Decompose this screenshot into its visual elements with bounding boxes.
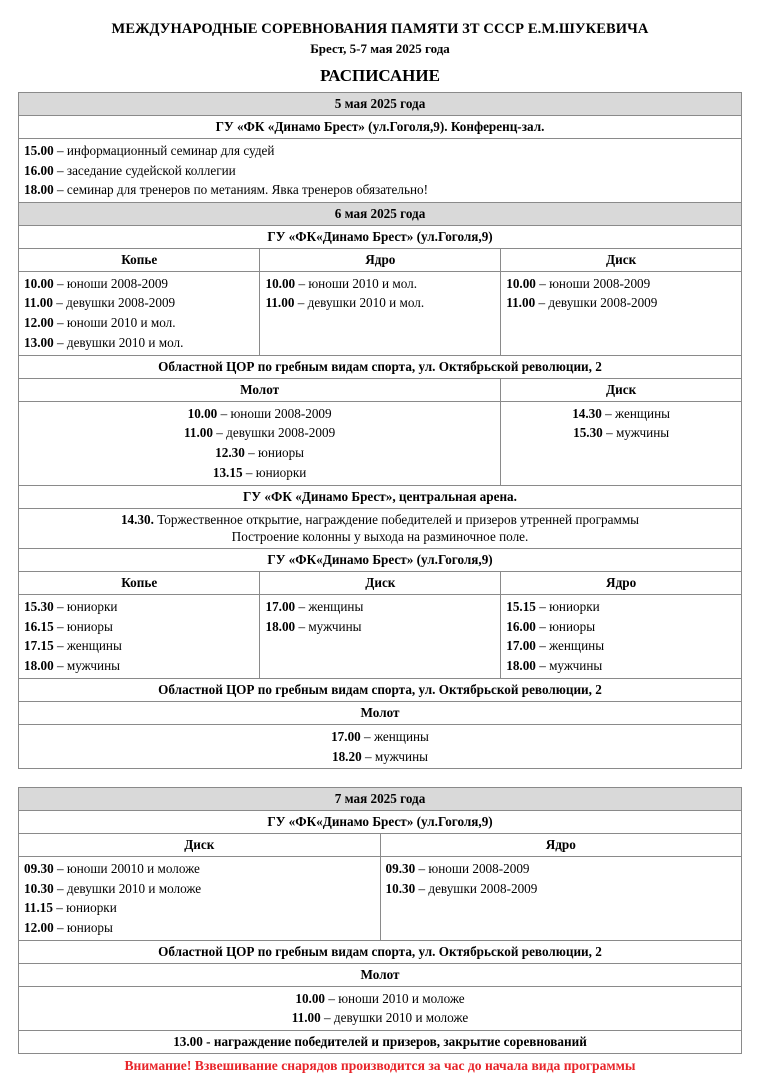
- day-bar-may5: 5 мая 2025 года: [19, 93, 742, 116]
- table-row: [19, 833, 742, 856]
- item-time: 12.00: [24, 315, 54, 331]
- item-time: 10.00: [265, 275, 296, 291]
- ceremony-time: 14.30.: [120, 511, 154, 527]
- venue-label: ГУ «ФК «Динамо Брест», центральная арена.: [19, 485, 742, 508]
- item-time: 13.00: [24, 335, 54, 351]
- event-header-disk: Диск: [260, 572, 501, 595]
- list-item: [24, 727, 736, 747]
- item-time: 10.30: [24, 880, 54, 896]
- event-col-kopye: [19, 594, 260, 678]
- table-row: [19, 138, 742, 202]
- event-col-molot: [19, 724, 742, 769]
- list-item: [24, 161, 736, 181]
- item-time: 17.15: [24, 638, 54, 654]
- event-header-disk: Диск: [501, 248, 742, 271]
- event-header-molot: Молот: [19, 701, 742, 724]
- item-text: – девушки 2008-2009: [415, 880, 538, 896]
- item-time: 15.30: [24, 598, 54, 614]
- item-text: – женщины: [295, 598, 364, 614]
- table-row: [19, 724, 742, 769]
- item-time: 10.00: [24, 275, 54, 291]
- list-item: [506, 636, 736, 656]
- item-text: – девушки 2010 и моложе: [320, 1010, 469, 1026]
- event-header-kopye: Копье: [19, 572, 260, 595]
- item-time: 13.15: [212, 464, 243, 480]
- event-col-molot: [19, 986, 742, 1031]
- table-row: [19, 941, 742, 964]
- table-row: [19, 115, 742, 138]
- item-text: – девушки 2010 и моложе: [53, 880, 202, 896]
- table-row: [19, 856, 742, 940]
- item-text: – информационный семинар для судей: [53, 142, 275, 158]
- list-item: [265, 293, 495, 313]
- item-text: – юниоры: [53, 618, 113, 634]
- item-text: – юниорки: [242, 464, 307, 480]
- list-item: [24, 313, 254, 333]
- list-item: [24, 636, 254, 656]
- list-item: [506, 423, 736, 443]
- item-text: – девушки 2008-2009: [52, 295, 176, 311]
- table-row: [19, 485, 742, 508]
- item-time: 18.20: [331, 748, 362, 764]
- table-row: [19, 811, 742, 834]
- event-col-yadro: [501, 594, 742, 678]
- venue-label: Областной ЦОР по гребным видам спорта, ул. Октябрьской революции, 2: [19, 355, 742, 378]
- event-col-yadro: [380, 856, 742, 940]
- list-item: [24, 989, 736, 1009]
- schedule-table-day1-day2: [18, 92, 742, 769]
- item-time: 14.30: [572, 405, 602, 421]
- venue-label: Областной ЦОР по гребным видам спорта, ул. Октябрьской революции, 2: [19, 941, 742, 964]
- item-text: – юноши 2010 и моложе: [325, 990, 465, 1006]
- item-time: 09.30: [24, 860, 54, 876]
- item-text: – юниоры: [244, 445, 305, 461]
- table-row: [19, 986, 742, 1031]
- venue-label: ГУ «ФК«Динамо Брест» (ул.Гоголя,9): [19, 549, 742, 572]
- table-row: [19, 701, 742, 724]
- table-row: [19, 248, 742, 271]
- item-time: 18.00: [24, 182, 54, 198]
- event-col-disk: [501, 271, 742, 355]
- list-item: [24, 141, 736, 161]
- list-item: [24, 617, 254, 637]
- table-row: [19, 788, 742, 811]
- table-row: [19, 572, 742, 595]
- venue-label: ГУ «ФК «Динамо Брест» (ул.Гоголя,9). Конференц-зал.: [19, 115, 742, 138]
- item-text: – мужчины: [295, 618, 362, 634]
- item-time: 18.00: [265, 618, 296, 634]
- list-item: [24, 918, 375, 938]
- ceremony-text: Торжественное открытие, награждение победителей и призеров утренней программы: [153, 511, 640, 527]
- item-time: 17.00: [331, 728, 361, 744]
- item-text: – женщины: [535, 638, 605, 654]
- list-item: [386, 879, 737, 899]
- table-row: [19, 226, 742, 249]
- item-text: – юниоры: [53, 920, 113, 936]
- event-col-disk: [19, 856, 381, 940]
- event-col-molot: [19, 401, 501, 485]
- item-text: – юноши 2010 и мол.: [295, 275, 418, 291]
- item-text: – девушки 2010 и мол.: [294, 295, 425, 311]
- item-time: 10.00: [295, 990, 326, 1006]
- list-item: [386, 859, 737, 879]
- item-text: – юноши 2008-2009: [217, 405, 332, 421]
- table-row: [19, 378, 742, 401]
- page-title: МЕЖДУНАРОДНЫЕ СОРЕВНОВАНИЯ ПАМЯТИ ЗТ СССР Е.М.ШУКЕВИЧА: [111, 21, 649, 37]
- table-row: [19, 401, 742, 485]
- list-item: [24, 404, 495, 424]
- item-text: – девушки 2008-2009: [212, 425, 336, 441]
- event-col-kopye: [19, 271, 260, 355]
- page-subtitle: Брест, 5-7 мая 2025 года: [310, 41, 450, 57]
- list-item: [506, 597, 736, 617]
- table-row: [19, 93, 742, 116]
- list-item: [506, 617, 736, 637]
- list-item: [24, 747, 736, 767]
- item-text: – семинар для тренеров по метаниям. Явка тренеров обязательно!: [53, 182, 429, 198]
- list-item: [24, 274, 254, 294]
- item-text: – девушки 2008-2009: [535, 295, 658, 311]
- list-item: [265, 597, 495, 617]
- day-bar-may7: 7 мая 2025 года: [19, 788, 742, 811]
- item-text: – женщины: [53, 638, 122, 654]
- item-time: 16.00: [506, 618, 536, 634]
- item-time: 11.00: [291, 1010, 321, 1026]
- table-row: [19, 508, 742, 549]
- schedule-heading: РАСПИСАНИЕ: [320, 66, 440, 86]
- day1-items: [19, 138, 742, 202]
- list-item: [24, 423, 495, 443]
- table-row: [19, 203, 742, 226]
- item-text: – мужчины: [535, 658, 603, 674]
- item-text: – юноши 2008-2009: [535, 275, 651, 291]
- list-item: [24, 597, 254, 617]
- list-item: [506, 274, 736, 294]
- event-header-yadro: Ядро: [380, 833, 742, 856]
- event-header-disk: Диск: [19, 833, 381, 856]
- event-header-disk: Диск: [501, 378, 742, 401]
- item-time: 10.30: [385, 880, 416, 896]
- table-row: [19, 1031, 742, 1054]
- table-row: [19, 963, 742, 986]
- ceremony-line: Построение колонны у выхода на разминочное поле.: [231, 529, 529, 545]
- event-col-disk: [260, 594, 501, 678]
- item-time: 10.00: [506, 275, 536, 291]
- item-time: 16.15: [24, 618, 54, 634]
- item-text: – юниорки: [52, 900, 117, 916]
- item-time: 11.15: [24, 900, 53, 916]
- ceremony-block: [19, 508, 742, 549]
- item-text: – юноши 20010 и моложе: [53, 860, 200, 876]
- ceremony-line: [24, 511, 736, 529]
- warning-note: Внимание! Взвешивание снарядов производится за час до начала вида программы: [124, 1058, 636, 1074]
- item-text: – заседание судейской коллегии: [53, 162, 236, 178]
- item-time: 11.00: [265, 295, 295, 311]
- event-header-yadro: Ядро: [501, 572, 742, 595]
- event-header-molot: Молот: [19, 378, 501, 401]
- item-text: – юноши 2010 и мол.: [53, 315, 176, 331]
- event-header-molot: Молот: [19, 963, 742, 986]
- table-row: [19, 679, 742, 702]
- item-time: 11.00: [24, 295, 53, 311]
- list-item: [24, 898, 375, 918]
- event-header-kopye: Копье: [19, 248, 260, 271]
- table-gap: [18, 769, 742, 787]
- list-item: [24, 180, 736, 200]
- item-text: – юниоры: [535, 618, 596, 634]
- award-ceremony-row: 13.00 - награждение победителей и призеров, закрытие соревнований: [19, 1031, 742, 1054]
- event-header-yadro: Ядро: [260, 248, 501, 271]
- schedule-table-day3: [18, 787, 742, 1054]
- list-item: [24, 333, 254, 353]
- list-item: [24, 859, 375, 879]
- item-time: 18.00: [24, 658, 54, 674]
- event-col-yadro: [260, 271, 501, 355]
- list-item: [24, 1008, 736, 1028]
- item-time: 18.00: [506, 658, 536, 674]
- list-item: [506, 656, 736, 676]
- item-time: 15.00: [24, 142, 54, 158]
- list-item: [24, 656, 254, 676]
- list-item: [265, 617, 495, 637]
- table-row: [19, 271, 742, 355]
- day-bar-may6: 6 мая 2025 года: [19, 203, 742, 226]
- list-item: [24, 443, 495, 463]
- list-item: [24, 293, 254, 313]
- list-item: [506, 293, 736, 313]
- item-time: 11.00: [506, 295, 536, 311]
- item-time: 17.00: [265, 598, 296, 614]
- item-text: – женщины: [601, 405, 671, 421]
- list-item: [24, 879, 375, 899]
- list-item: [24, 463, 495, 483]
- item-text: – юниорки: [535, 598, 600, 614]
- table-row: [19, 355, 742, 378]
- table-row: [19, 594, 742, 678]
- item-text: – женщины: [360, 728, 429, 744]
- item-text: – юниорки: [53, 598, 118, 614]
- list-item: [506, 404, 736, 424]
- item-text: – девушки 2010 и мол.: [53, 335, 184, 351]
- item-text: – мужчины: [53, 658, 121, 674]
- item-time: 12.00: [24, 920, 54, 936]
- item-text: – мужчины: [361, 748, 428, 764]
- item-time: 10.00: [187, 405, 218, 421]
- item-time: 12.30: [215, 445, 245, 461]
- venue-label: Областной ЦОР по гребным видам спорта, ул. Октябрьской революции, 2: [19, 679, 742, 702]
- event-col-disk: [501, 401, 742, 485]
- venue-label: ГУ «ФК«Динамо Брест» (ул.Гоголя,9): [19, 226, 742, 249]
- item-time: 17.00: [506, 638, 536, 654]
- item-text: – юноши 2008-2009: [415, 860, 530, 876]
- venue-label: ГУ «ФК«Динамо Брест» (ул.Гоголя,9): [19, 811, 742, 834]
- item-time: 09.30: [385, 860, 416, 876]
- item-time: 15.15: [506, 598, 536, 614]
- item-text: – юноши 2008-2009: [53, 275, 169, 291]
- table-row: [19, 549, 742, 572]
- item-time: 15.30: [573, 425, 603, 441]
- list-item: [265, 274, 495, 294]
- item-text: – мужчины: [602, 425, 670, 441]
- item-time: 16.00: [24, 162, 54, 178]
- item-time: 11.00: [184, 425, 213, 441]
